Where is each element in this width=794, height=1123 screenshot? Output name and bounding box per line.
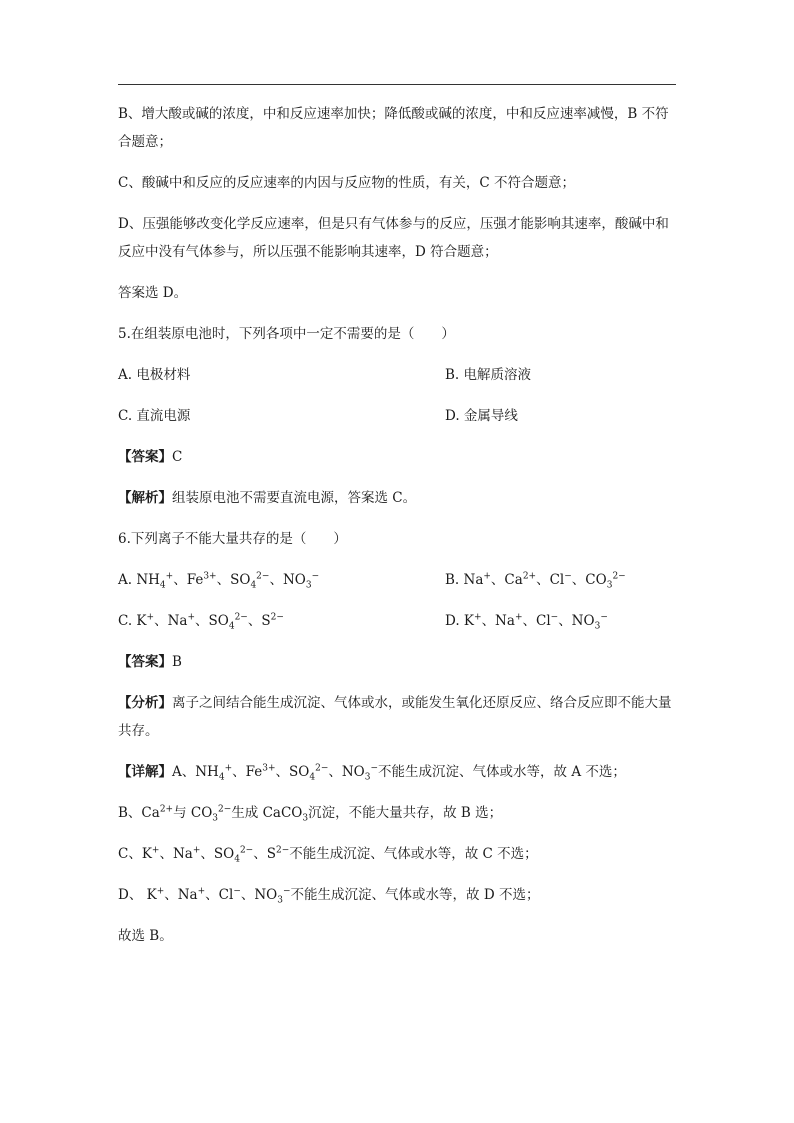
q6-conclusion: 故选 B。 [118,928,173,944]
q6-analysis-text: 离子之间结合能生成沉淀、气体或水，或能发生氧化还原反应、络合反应即不能大量共存。 [118,695,672,739]
question-6-options-row-1 [118,566,678,594]
question-5-options-row-1 [118,361,678,389]
question-5-options-row-2 [118,402,678,430]
q6-answer [118,648,678,676]
q5-option-a: A. 电极材料 [118,367,191,383]
q6-detail-a-text: 不能生成沉淀、气体或水等，故 A 不选； [378,764,626,780]
explain-line-c: C、酸碱中和反应的反应速率的内因与反应物的性质，有关，C 不符合题意； [118,175,575,191]
q5-answer-value: C [172,449,183,465]
q6-detail-d-text: 不能生成沉淀、气体或水等，故 D 不选； [290,887,540,903]
q6-detail-c-ions: C、K+、Na+、$SO_4^{2-}$、$S^{2-}$ [118,845,290,865]
q6-detail-b-ions: B、$Ca^{2+}$与 $CO_3^{2-}$生成 CaCO$_3$ [118,804,309,824]
q6-detail-b-text: 沉淀，不能大量共存，故 B 选； [308,805,503,821]
q6-detail-c-text: 不能生成沉淀、气体或水等，故 C 不选； [289,846,538,862]
q5-option-d: D. 金属导线 [445,408,518,424]
q6-detail-d [118,881,678,909]
q6-answer-tag: 【答案】 [118,654,172,670]
q5-option-c: C. 直流电源 [118,408,191,424]
q6-option-a: A. $NH_4^+$、$Fe^{3+}$、$SO_4^{2-}$、$NO_3^-$ [118,571,320,591]
question-6-options-row-2 [118,607,678,635]
q6-option-b: B. Na+、$Ca^{2+}$、Cl−、$CO_3^{2-}$ [445,571,626,591]
q6-analysis [118,689,678,745]
q5-answer [118,443,678,471]
q5-analysis [118,484,678,512]
question-5-stem: 5.在组装原电池时，下列各项中一定不需要的是（ ） [118,326,455,342]
q5-option-b: B. 电解质溶液 [445,367,532,383]
explain-line-d: D、压强能够改变化学反应速率，但是只有气体参与的反应，压强才能影响其速率，酸碱中和反应中没有气体参与，所以压强不能影响其速率，D 符合题意； [118,216,669,260]
header-rule [118,84,676,85]
q6-option-c: C. K+、Na+、$SO_4^{2-}$、$S^{2-}$ [118,612,284,632]
q6-option-d: D. K+、Na+、Cl−、$NO_3^-$ [445,612,608,632]
explain-line-b: B、增大酸或碱的浓度，中和反应速率加快；降低酸或碱的浓度，中和反应速率减慢，B 不符合题意； [118,106,669,150]
q6-detail-d-ions: D、 K+、Na+、Cl−、$NO_3^-$ [118,886,291,906]
q6-detail-b [118,799,678,827]
q5-analysis-text: 组装原电池不需要直流电源，答案选 C。 [172,490,417,506]
explain-conclusion: 答案选 D。 [118,285,188,301]
q6-analysis-tag: 【分析】 [118,695,172,711]
q6-detail-a-ions: A、$NH_4^+$、$Fe^{3+}$、$SO_4^{2-}$、$NO_3^-$ [172,763,379,783]
question-6-stem: 6.下列离子不能大量共存的是（ ） [118,531,347,547]
q6-detail-tag: 【详解】 [118,764,172,780]
q5-analysis-tag: 【解析】 [118,490,172,506]
q6-answer-value: B [172,654,182,670]
q5-answer-tag: 【答案】 [118,449,172,465]
q6-detail-a [118,758,678,786]
q6-detail-c [118,840,678,868]
document-page [118,100,678,963]
